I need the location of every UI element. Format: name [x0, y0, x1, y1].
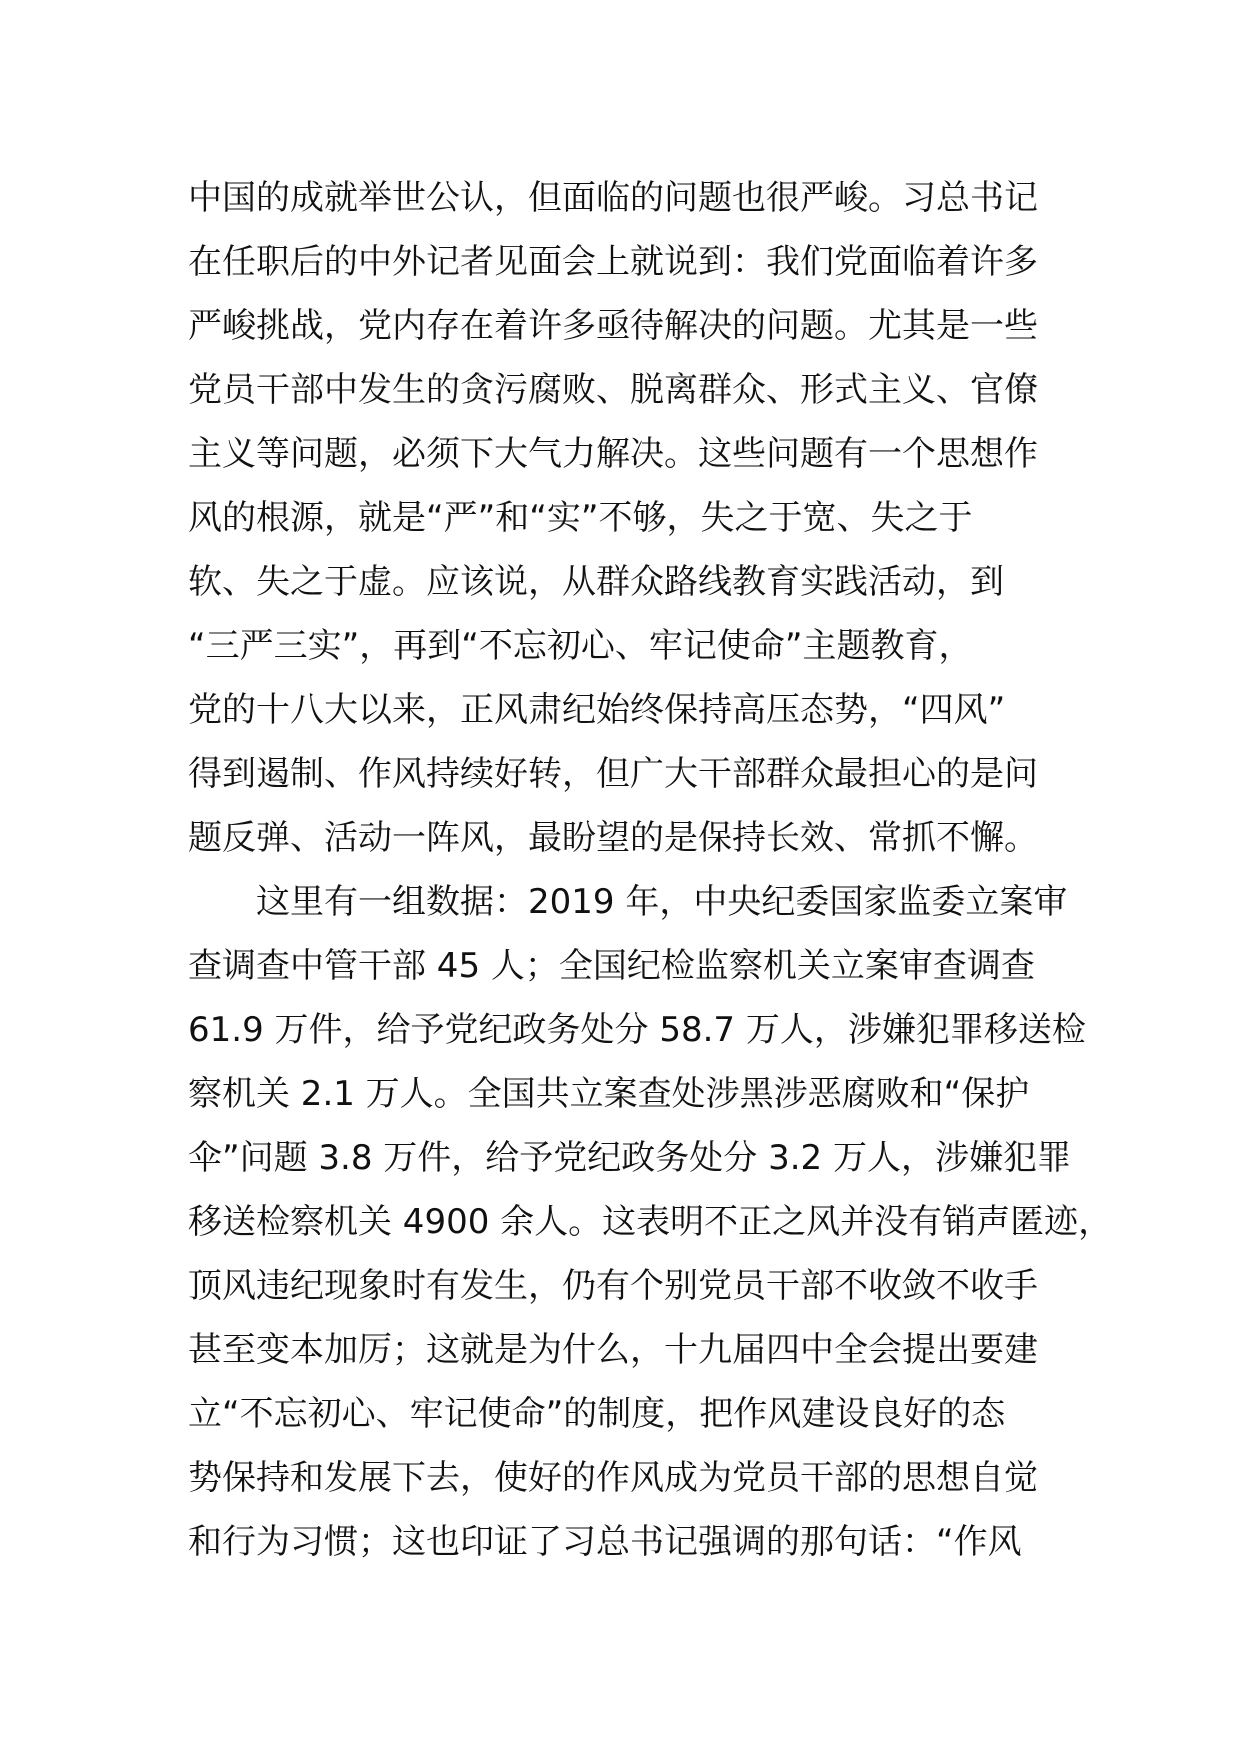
text-line: 伞”问题 3.8 万件，给予党纪政务处分 3.2 万人，涉嫌犯罪	[188, 1138, 1071, 1178]
text-line: 中国的成就举世公认，但面临的问题也很严峻。习总书记	[188, 178, 1038, 218]
text-line: 风的根源，就是“严”和“实”不够，失之于宽、失之于	[188, 498, 973, 538]
text-line: 严峻挑战，党内存在着许多亟待解决的问题。尤其是一些	[188, 306, 1038, 346]
text-line: 查调查中管干部 45 人；全国纪检监察机关立案审查调查	[188, 946, 1035, 986]
text-line: 势保持和发展下去，使好的作风成为党员干部的思想自觉	[188, 1458, 1038, 1498]
body-text	[188, 166, 1113, 1574]
text-line: 党员干部中发生的贪污腐败、脱离群众、形式主义、官僚	[188, 370, 1038, 410]
text-line: 主义等问题，必须下大气力解决。这些问题有一个思想作	[188, 434, 1038, 474]
text-line: 和行为习惯；这也印证了习总书记强调的那句话：“作风	[188, 1522, 1022, 1562]
text-line: 甚至变本加厉；这就是为什么，十九届四中全会提出要建	[188, 1330, 1038, 1370]
text-line: 61.9 万件，给予党纪政务处分 58.7 万人，涉嫌犯罪移送检	[188, 1010, 1086, 1050]
text-line: “三严三实”，再到“不忘初心、牢记使命”主题教育，	[188, 626, 973, 666]
text-line: 移送检察机关 4900 余人。这表明不正之风并没有销声匿迹，	[188, 1202, 1113, 1242]
text-line: 顶风违纪现象时有发生，仍有个别党员干部不收敛不收手	[188, 1266, 1038, 1306]
text-line: 得到遏制、作风持续好转，但广大干部群众最担心的是问	[188, 754, 1038, 794]
text-line: 察机关 2.1 万人。全国共立案查处涉黑涉恶腐败和“保护	[188, 1074, 1030, 1114]
text-line: 立“不忘初心、牢记使命”的制度，把作风建设良好的态	[188, 1394, 1006, 1434]
text-line: 党的十八大以来，正风肃纪始终保持高压态势，“四风”	[188, 690, 1006, 730]
text-line: 题反弹、活动一阵风，最盼望的是保持长效、常抓不懈。	[188, 818, 1038, 858]
text-line: 软、失之于虚。应该说，从群众路线教育实践活动，到	[188, 562, 1004, 602]
text-line: 在任职后的中外记者见面会上就说到：我们党面临着许多	[188, 242, 1038, 282]
paragraph-start-line: 这里有一组数据：2019 年，中央纪委国家监委立案审	[256, 882, 1068, 922]
